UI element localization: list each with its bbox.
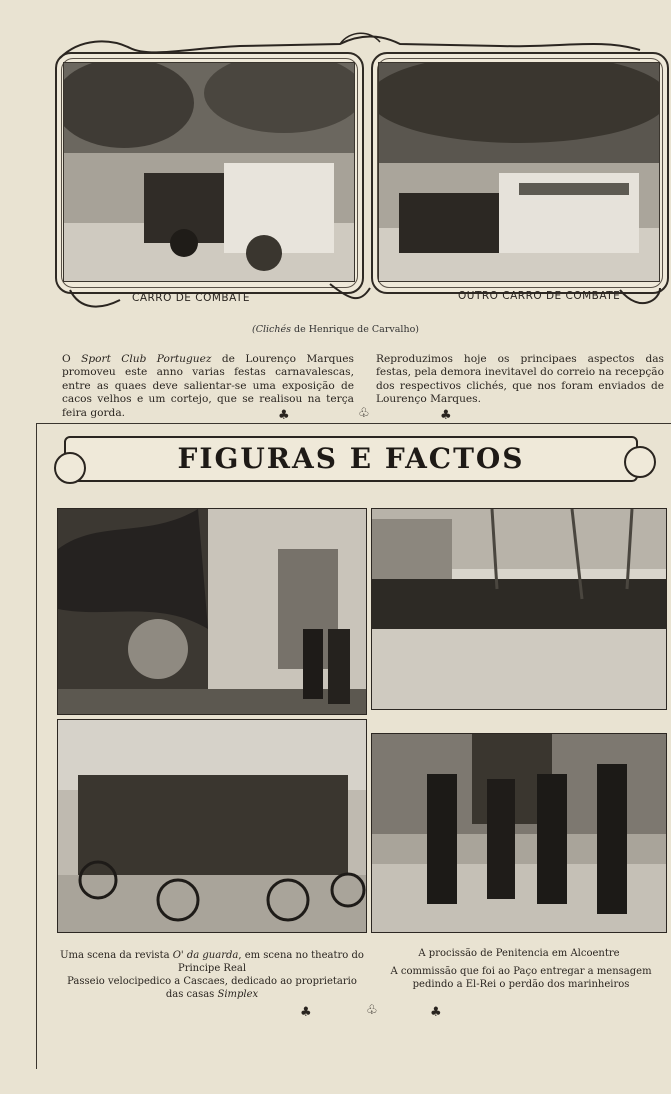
photo-commissao-paco bbox=[371, 733, 667, 933]
caption-procissao: A procissão de Penitencia em Alcoentre bbox=[418, 948, 620, 959]
article-column-right: Reproduzimos hoje os principaes aspectos das festas, pela demora inevitavel do correio na recepção dos respectivos clichés, que nos foram enviados de Lourenço Marques. bbox=[376, 353, 664, 406]
caption-carro-de-combate: CARRO DE COMBATE bbox=[132, 292, 251, 304]
clover-ornament: ♣ bbox=[440, 408, 452, 423]
caption-theatre: Uma scena da revista O' da guarda, em scena no theatro do Principe Real bbox=[60, 950, 364, 974]
photo-credit: (Clichés de Henrique de Carvalho) bbox=[251, 324, 419, 335]
photo-carro-de-combate bbox=[63, 62, 355, 282]
clover-ornament: ♧ bbox=[358, 406, 370, 421]
banner-scroll-left bbox=[54, 452, 86, 484]
banner-scroll-right bbox=[624, 446, 656, 478]
photo-outro-carro-de-combate bbox=[378, 62, 660, 282]
clover-ornament: ♣ bbox=[300, 1005, 312, 1020]
caption-outro-carro: OUTRO CARRO DE COMBATE bbox=[458, 290, 621, 302]
section-title: FIGURAS E FACTOS bbox=[177, 442, 525, 475]
clover-ornament: ♣ bbox=[430, 1005, 442, 1020]
caption-commissao: A commissão que foi ao Paço entregar a mensagem pedindo a El-Rei o perdão dos marinheiros bbox=[390, 966, 652, 990]
section-banner bbox=[64, 436, 638, 482]
article-column-left: O Sport Club Portuguez de Lourenço Marques promoveu este anno varias festas carnavalescas, entre as quaes deve salientar-se uma exposição de cacos velhos e um cortejo, que se realisou na terça feira gorda. bbox=[62, 353, 354, 419]
photo-procissao-alcoentre bbox=[371, 508, 667, 710]
clover-ornament: ♧ bbox=[366, 1003, 378, 1018]
caption-velocipedico: Passeio velocipedico a Cascaes, dedicado ao proprietario das casas Simplex bbox=[67, 976, 357, 1000]
clover-ornament: ♣ bbox=[278, 408, 290, 423]
photo-theatre-scene bbox=[57, 508, 367, 715]
photo-passeio-velocipedico bbox=[57, 719, 367, 933]
